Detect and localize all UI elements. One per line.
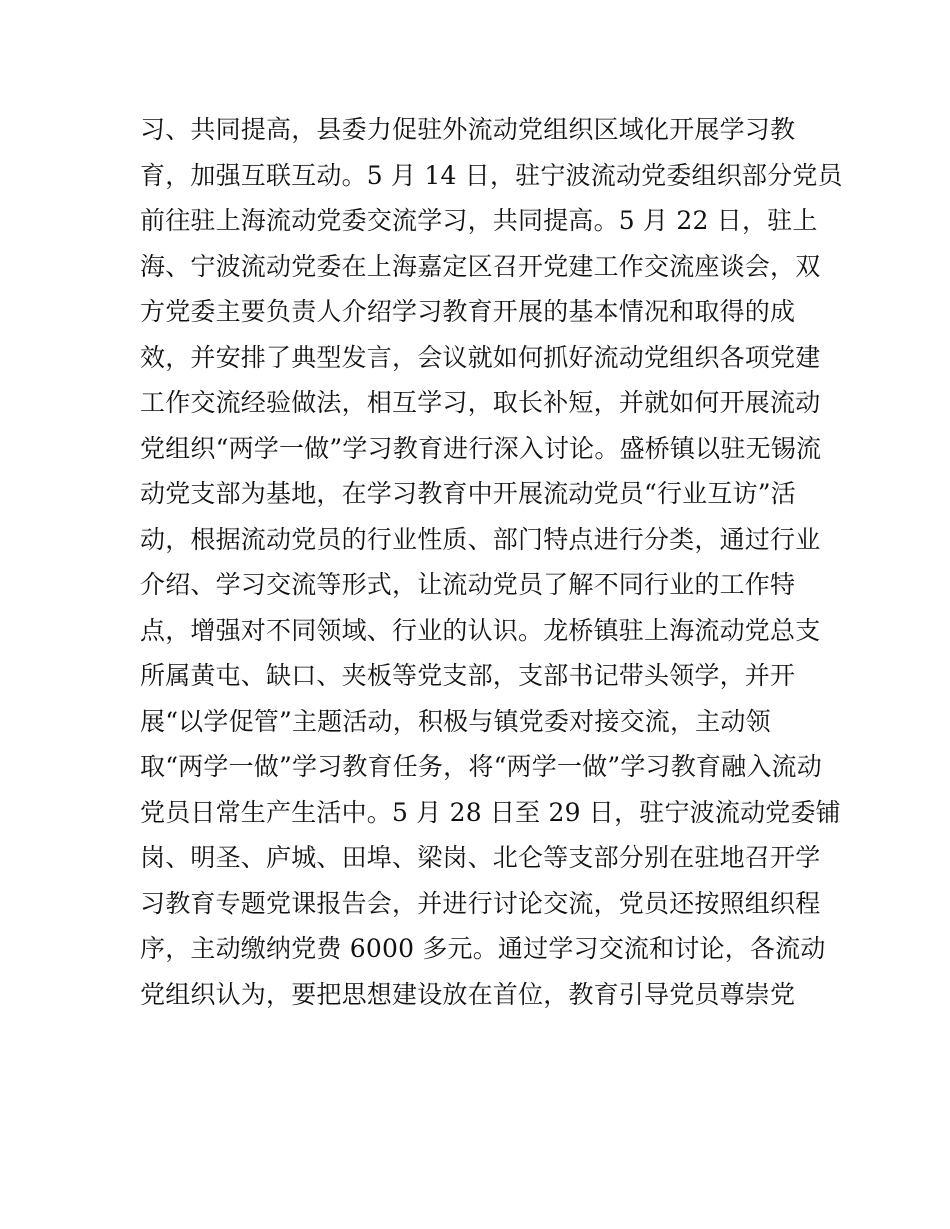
text-line: 育，加强互联互动。5 月 14 日，驻宁波流动党委组织部分党员 bbox=[140, 160, 843, 190]
text-line: 方党委主要负责人介绍学习教育开展的基本情况和取得的成 bbox=[140, 297, 796, 326]
text-line: 所属黄屯、缺口、夹板等党支部，支部书记带头领学，并开 bbox=[140, 661, 796, 690]
text-line: 序，主动缴纳党费 6000 多元。通过学习交流和讨论，各流动 bbox=[140, 934, 826, 963]
text-line: 展“以学促管”主题活动，积极与镇党委对接交流，主动领 bbox=[140, 706, 771, 736]
text-line: 前往驻上海流动党委交流学习，共同提高。5 月 22 日，驻上 bbox=[140, 206, 818, 235]
text-line: 党组织认为，要把思想建设放在首位，教育引导党员尊崇党 bbox=[140, 979, 796, 1009]
text-line: 岗、明圣、庐城、田埠、梁岗、北仑等支部分别在驻地召开学 bbox=[140, 843, 821, 872]
text-line: 习、共同提高，县委力促驻外流动党组织区域化开展学习教 bbox=[140, 115, 796, 144]
text-line: 党员日常生产生活中。5 月 28 日至 29 日，驻宁波流动党委铺 bbox=[140, 797, 841, 827]
text-line: 效，并安排了典型发言，会议就如何抓好流动党组织各项党建 bbox=[140, 342, 821, 372]
text-line: 点，增强对不同领域、行业的认识。龙桥镇驻上海流动党总支 bbox=[140, 615, 821, 645]
text-line: 习教育专题党课报告会，并进行讨论交流，党员还按照组织程 bbox=[140, 888, 821, 918]
text-line: 海、宁波流动党委在上海嘉定区召开党建工作交流座谈会，双 bbox=[140, 251, 821, 281]
body-text bbox=[140, 107, 843, 1017]
text-line: 取“两学一做”学习教育任务，将“两学一做”学习教育融入流动 bbox=[140, 752, 822, 781]
text-line: 动党支部为基地，在学习教育中开展流动党员“行业互访”活 bbox=[140, 479, 796, 508]
text-line: 工作交流经验做法，相互学习，取长补短，并就如何开展流动 bbox=[140, 388, 821, 417]
text-line: 介绍、学习交流等形式，让流动党员了解不同行业的工作特 bbox=[140, 570, 796, 599]
text-line: 党组织“两学一做”学习教育进行深入讨论。盛桥镇以驻无锡流 bbox=[140, 433, 822, 463]
text-line: 动，根据流动党员的行业性质、部门特点进行分类，通过行业 bbox=[140, 524, 821, 554]
